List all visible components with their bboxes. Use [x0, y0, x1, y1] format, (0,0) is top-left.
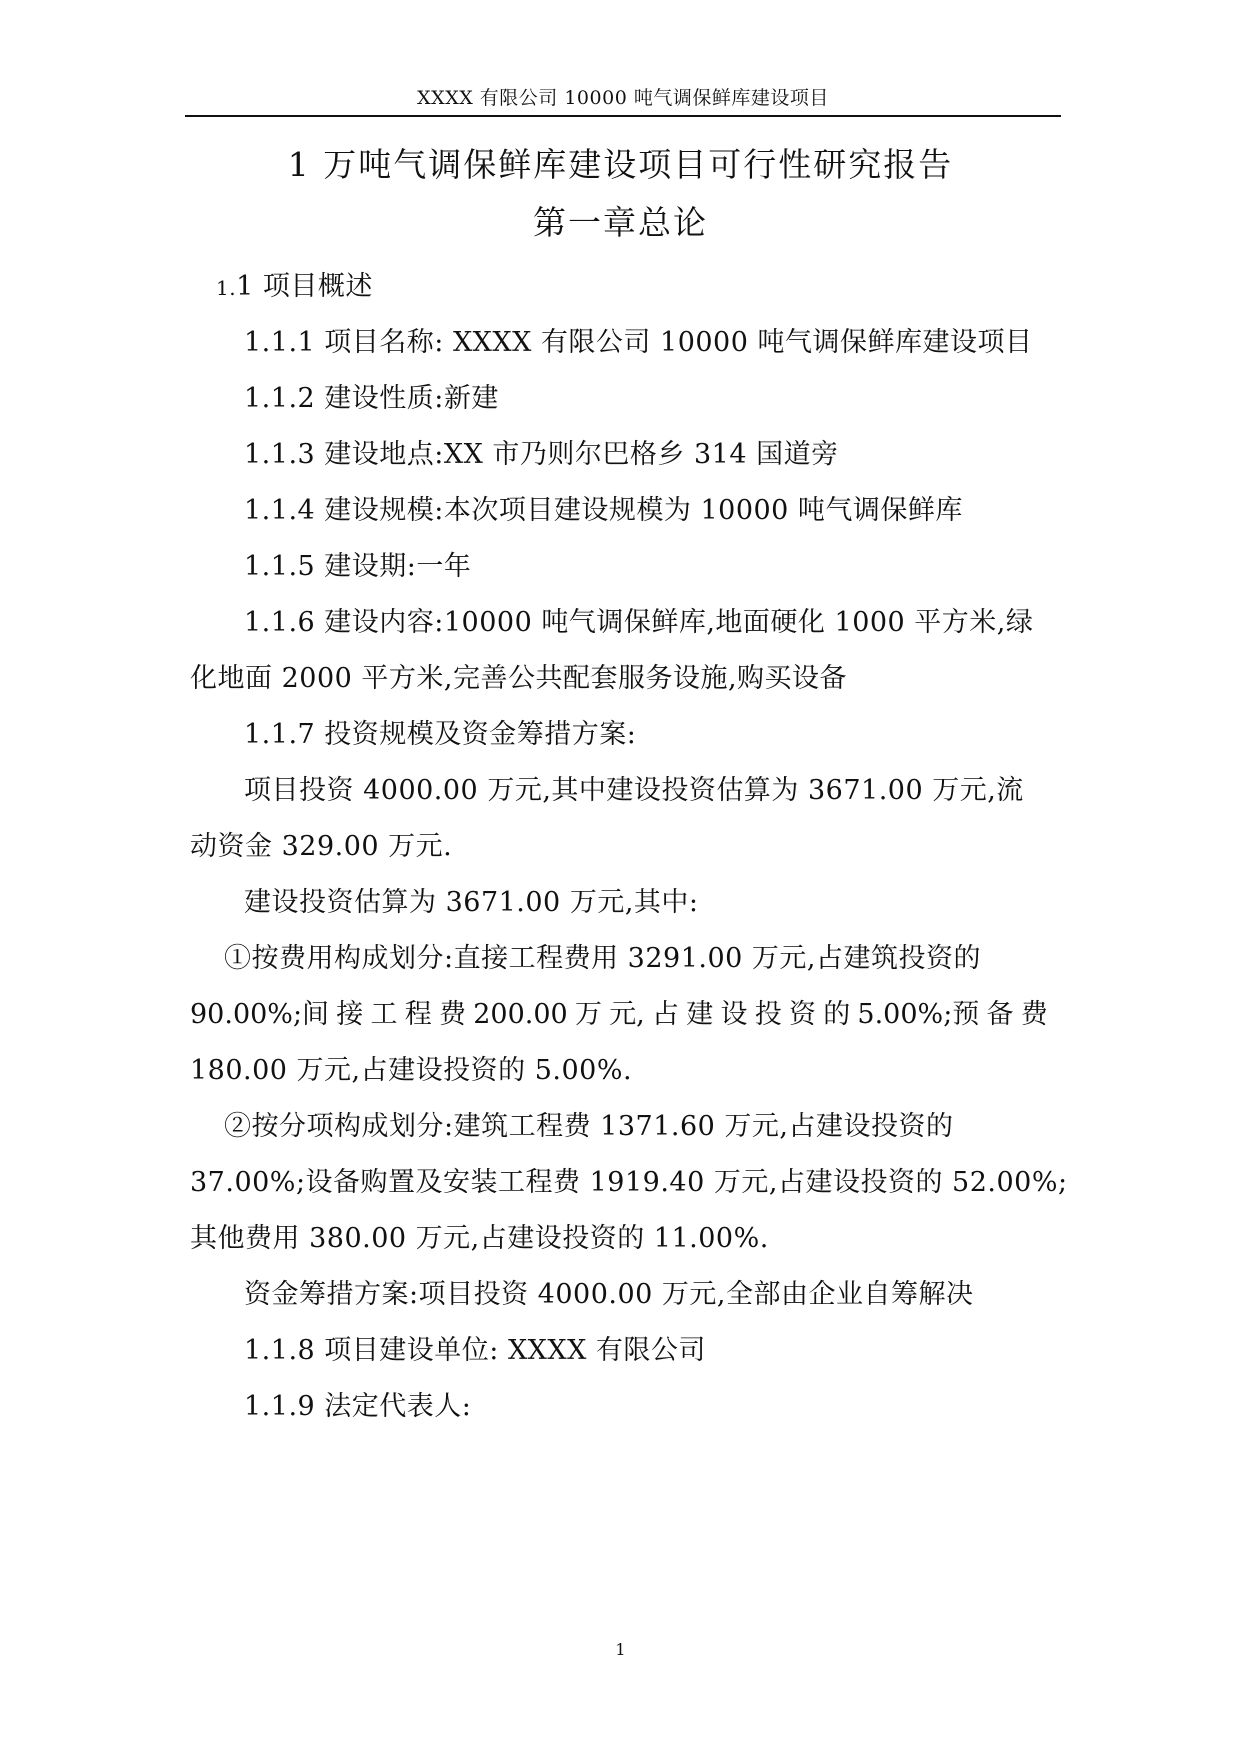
cost-word: 90.00%;间 — [190, 999, 330, 1030]
item-1-1-3: 1.1.3 建设地点:XX 市乃则尔巴格乡 314 国道旁 — [244, 439, 839, 470]
section-title: 1 项目概述 — [236, 271, 373, 302]
header-rule — [185, 115, 1061, 117]
cost-word: 占 — [652, 999, 680, 1030]
cost-word: 程 — [404, 999, 432, 1030]
cost-word: 资 — [788, 999, 816, 1030]
item-1-1-8: 1.1.8 项目建设单位: XXXX 有限公司 — [244, 1335, 706, 1366]
cost-word: 建 — [686, 999, 714, 1030]
cost-breakdown-2-line1: ②按分项构成划分:建筑工程费 1371.60 万元,占建设投资的 — [224, 1111, 954, 1142]
chapter-title: 第一章总论 — [533, 203, 708, 242]
cost-word: 万 — [574, 999, 602, 1030]
cost-breakdown-2-line3: 其他费用 380.00 万元,占建设投资的 11.00%. — [190, 1223, 769, 1254]
cost-word: 200.00 — [473, 999, 568, 1030]
cost-word: 费 — [1020, 999, 1048, 1030]
cost-word: 元, — [609, 999, 645, 1030]
page-number: 1 — [615, 1640, 626, 1659]
section-number: 1. — [216, 276, 237, 300]
cost-word: 的 — [823, 999, 851, 1030]
cost-word: 备 — [986, 999, 1014, 1030]
cost-breakdown-2-line2: 37.00%;设备购置及安装工程费 1919.40 万元,占建设投资的 52.00%; — [190, 1167, 1068, 1198]
investment-line2: 动资金 329.00 万元. — [190, 831, 453, 862]
item-1-1-6-line1: 1.1.6 建设内容:10000 吨气调保鲜库,地面硬化 1000 平方米,绿 — [244, 607, 1034, 638]
cost-word: 费 — [439, 999, 466, 1030]
funding-plan: 资金筹措方案:项目投资 4000.00 万元,全部由企业自筹解决 — [244, 1279, 974, 1310]
item-1-1-2: 1.1.2 建设性质:新建 — [244, 383, 499, 414]
item-1-1-6-line2: 化地面 2000 平方米,完善公共配套服务设施,购买设备 — [190, 663, 848, 694]
item-1-1-5: 1.1.5 建设期:一年 — [244, 551, 472, 582]
cost-breakdown-1-line3: 180.00 万元,占建设投资的 5.00%. — [190, 1055, 633, 1086]
running-header: XXXX 有限公司 10000 吨气调保鲜库建设项目 — [417, 87, 829, 109]
investment-line1: 项目投资 4000.00 万元,其中建设投资估算为 3671.00 万元,流 — [244, 775, 1024, 806]
cost-breakdown-1-line1: ①按费用构成划分:直接工程费用 3291.00 万元,占建筑投资的 — [224, 943, 981, 974]
cost-breakdown-1-line2 — [190, 998, 1048, 1032]
cost-word: 投 — [754, 999, 782, 1030]
item-1-1-9: 1.1.9 法定代表人: — [244, 1391, 472, 1422]
section-heading — [216, 270, 373, 305]
cost-word: 5.00%;预 — [857, 999, 980, 1030]
cost-word: 接 — [336, 999, 364, 1030]
document-title: 1 万吨气调保鲜库建设项目可行性研究报告 — [287, 145, 954, 184]
item-1-1-7: 1.1.7 投资规模及资金筹措方案: — [244, 719, 637, 750]
item-1-1-1: 1.1.1 项目名称: XXXX 有限公司 10000 吨气调保鲜库建设项目 — [244, 327, 1033, 358]
cost-word: 工 — [370, 999, 398, 1030]
cost-word: 设 — [720, 999, 748, 1030]
construction-estimate: 建设投资估算为 3671.00 万元,其中: — [244, 887, 699, 918]
item-1-1-4: 1.1.4 建设规模:本次项目建设规模为 10000 吨气调保鲜库 — [244, 495, 963, 526]
